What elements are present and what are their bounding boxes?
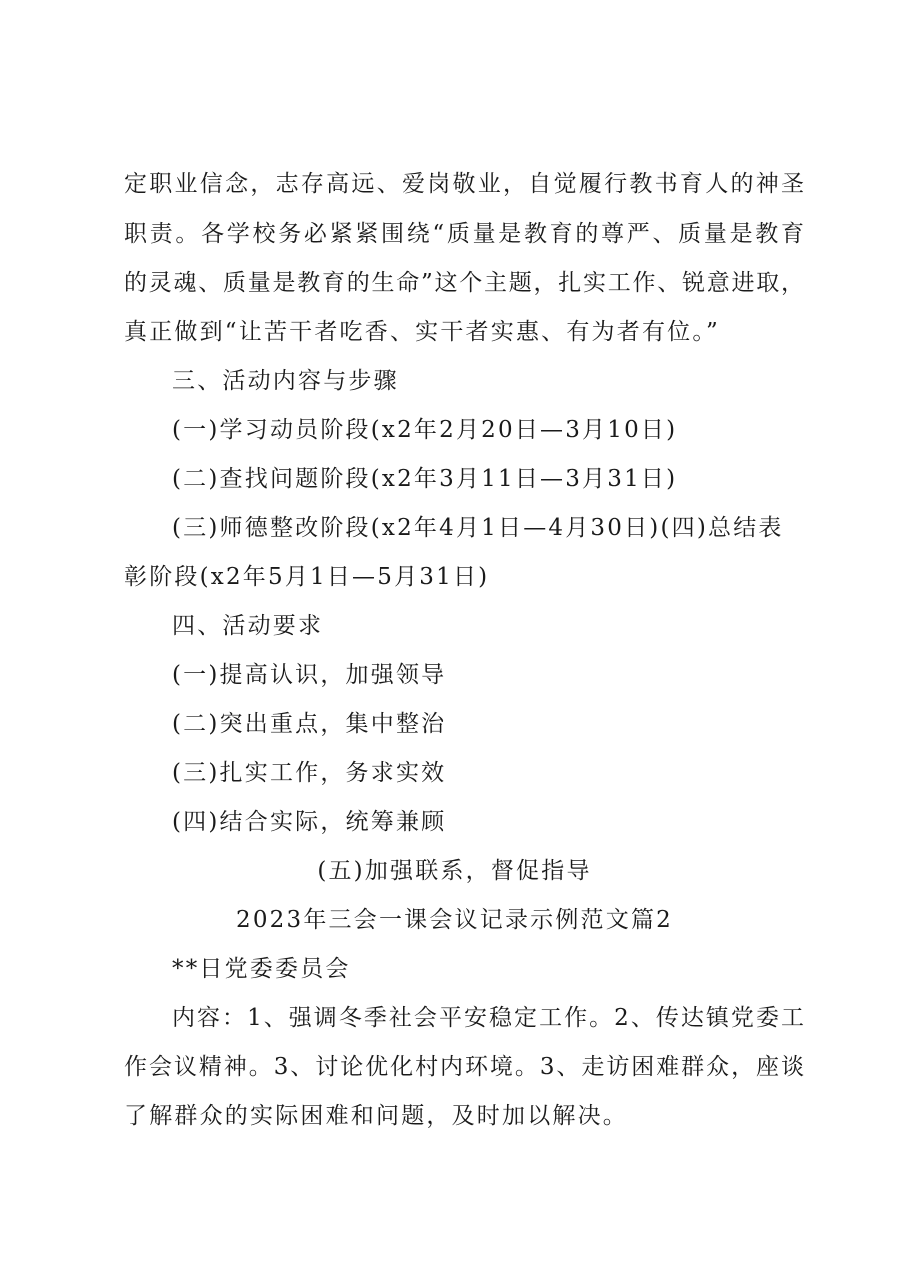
paragraph-line-1: 定职业信念，志存高远、爱岗敬业，自觉履行教书育人的神圣	[124, 171, 804, 197]
section-heading-3: 三、活动内容与步骤	[172, 368, 399, 394]
requirement-item-4: (四)结合实际，统筹兼顾	[172, 809, 447, 835]
stage-item-3: (三)师德整改阶段(x2年4月1日—4月30日)(四)总结表	[172, 515, 784, 541]
paragraph-line-4: 真正做到“让苦干者吃香、实干者实惠、有为者有位。”	[124, 319, 721, 345]
stage-item-1: (一)学习动员阶段(x2年2月20日—3月10日)	[172, 417, 678, 443]
stage-item-3-continued: 彰阶段(x2年5月1日—5月31日)	[124, 564, 490, 590]
requirement-item-5: (五)加强联系，督促指导	[317, 858, 592, 884]
requirement-item-3: (三)扎实工作，务求实效	[172, 760, 447, 786]
paragraph-line-3: 的灵魂、质量是教育的生命”这个主题，扎实工作、锐意进取，	[124, 270, 804, 296]
meeting-content-line-3: 了解群众的实际困难和问题，及时加以解决。	[124, 1103, 628, 1129]
article-title: 2023年三会一课会议记录示例范文篇2	[236, 907, 673, 933]
requirement-item-1: (一)提高认识，加强领导	[172, 662, 447, 688]
paragraph-line-2: 职责。各学校务必紧紧围绕“质量是教育的尊严、质量是教育	[124, 221, 804, 247]
section-heading-4: 四、活动要求	[172, 613, 324, 639]
stage-item-2: (二)查找问题阶段(x2年3月11日—3月31日)	[172, 466, 678, 492]
requirement-item-2: (二)突出重点，集中整治	[172, 711, 447, 737]
meeting-content-line-2: 作会议精神。3、讨论优化村内环境。3、走访困难群众，座谈	[124, 1054, 804, 1080]
meeting-heading: **日党委委员会	[172, 956, 351, 982]
meeting-content-line-1: 内容：1、强调冬季社会平安稳定工作。2、传达镇党委工	[172, 1005, 804, 1031]
